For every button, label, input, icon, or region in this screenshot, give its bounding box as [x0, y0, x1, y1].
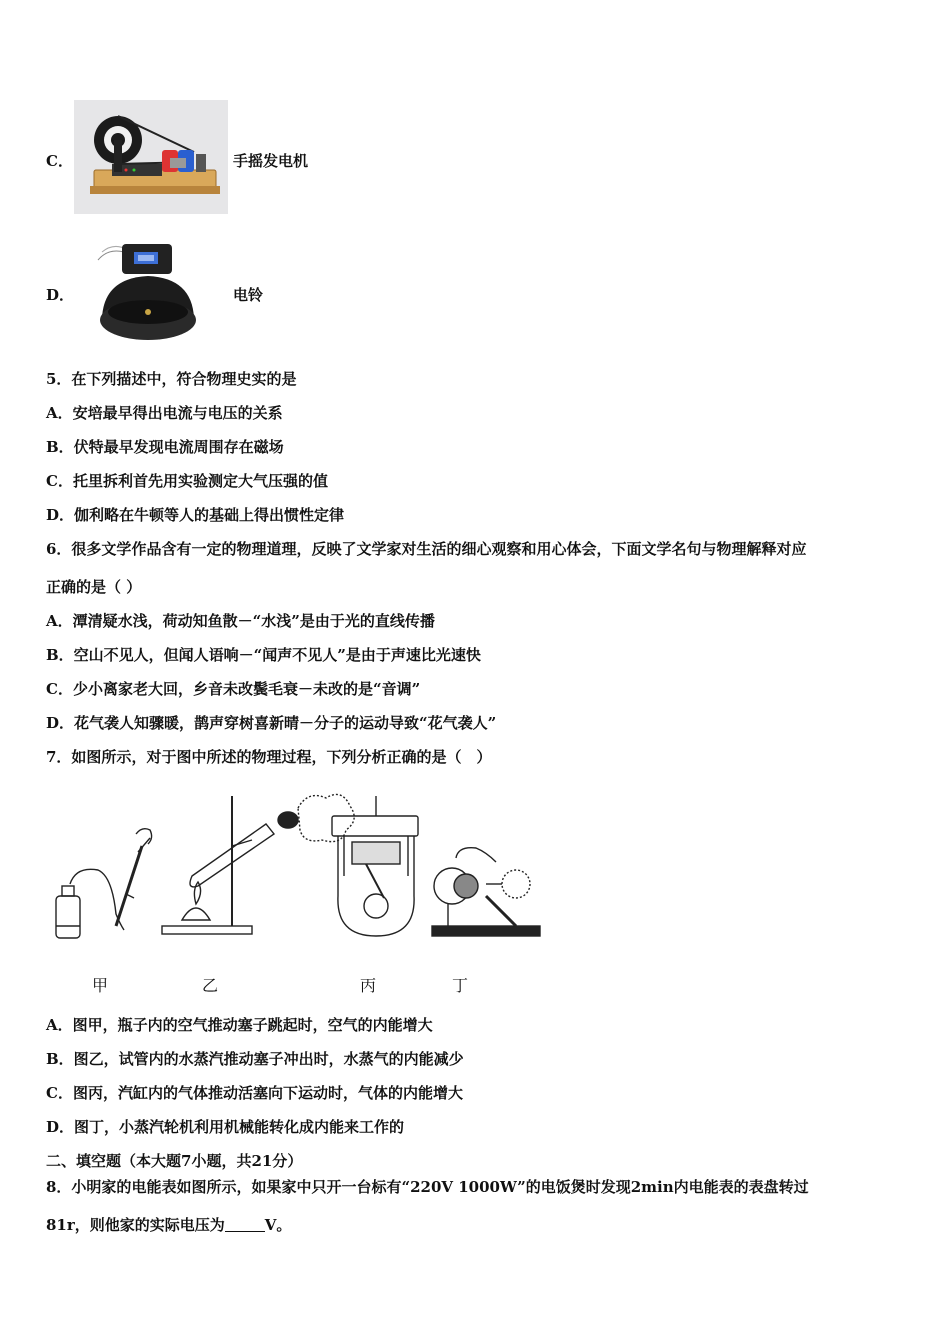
option-d-letter: D． — [46, 286, 75, 304]
question-7-figure — [46, 786, 550, 946]
electric-bell-image — [94, 238, 204, 348]
question-5-option-a: A．安培最早得出电流与电压的关系 — [46, 404, 283, 422]
question-7-option-a: A．图甲，瓶子内的空气推动塞子跳起时，空气的内能增大 — [46, 1016, 433, 1034]
option-c-letter: C． — [46, 152, 73, 170]
figure-bing-engine — [332, 796, 418, 936]
section-2-heading: 二、填空题（本大题7小题，共21分） — [46, 1152, 303, 1170]
question-5-option-b: B．伏特最早发现电流周围存在磁场 — [46, 438, 284, 456]
question-6-option-d: D．花气袭人知骤暖，鹊声穿树喜新晴－分子的运动导致“花气袭人” — [46, 714, 497, 732]
option-d-caption: 电铃 — [233, 286, 264, 304]
figure-label-yi: 乙 — [202, 976, 219, 995]
question-6-stem-line2: 正确的是（ ） — [46, 578, 142, 596]
question-7-option-d: D．图丁，小蒸汽轮机利用机械能转化成内能来工作的 — [46, 1118, 405, 1136]
question-5-stem: 5．在下列描述中，符合物理史实的是 — [46, 370, 297, 388]
question-8-text-after-blank: V。 — [264, 1216, 292, 1234]
question-6-option-b: B．空山不见人，但闻人语响－“闻声不见人”是由于声速比光速快 — [46, 646, 481, 664]
question-5-option-d: D．伽利略在牛顿等人的基础上得出惯性定律 — [46, 506, 345, 524]
question-8-line1: 8．小明家的电能表如图所示，如果家中只开一台标有“220V 1000W”的电饭煲时发现2min内电能表的表盘转过 — [46, 1178, 809, 1196]
figure-jia-bottle-pump — [56, 829, 152, 938]
question-7-option-c: C．图丙，汽缸内的气体推动活塞向下运动时，气体的内能增大 — [46, 1084, 463, 1102]
question-6-option-a: A．潭清疑水浅，荷动知鱼散－“水浅”是由于光的直线传播 — [46, 612, 435, 630]
answer-blank[interactable] — [225, 1216, 265, 1232]
question-8-line2 — [46, 1214, 291, 1236]
question-7-option-b: B．图乙，试管内的水蒸汽推动塞子冲出时，水蒸气的内能减少 — [46, 1050, 464, 1068]
option-c-caption: 手摇发电机 — [233, 152, 309, 170]
question-5-option-c: C．托里拆利首先用实验测定大气压强的值 — [46, 472, 328, 490]
hand-crank-generator-image — [74, 100, 228, 214]
figure-label-jia: 甲 — [92, 976, 109, 995]
figure-label-ding: 丁 — [452, 976, 469, 995]
figure-yi-test-tube — [162, 794, 354, 934]
figure-label-bing: 丙 — [360, 976, 377, 995]
figure-ding-turbine — [432, 848, 540, 936]
question-6-stem-line1: 6．很多文学作品含有一定的物理道理，反映了文学家对生活的细心观察和用心体会，下面文学名句与物理解释对应 — [46, 540, 807, 558]
question-6-option-c: C．少小离家老大回，乡音未改鬓毛衰－未改的是“音调” — [46, 680, 421, 698]
question-7-stem: 7．如图所示，对于图中所述的物理过程，下列分析正确的是（ ） — [46, 748, 492, 766]
question-8-text-before-blank: 81r，则他家的实际电压为 — [46, 1216, 225, 1234]
